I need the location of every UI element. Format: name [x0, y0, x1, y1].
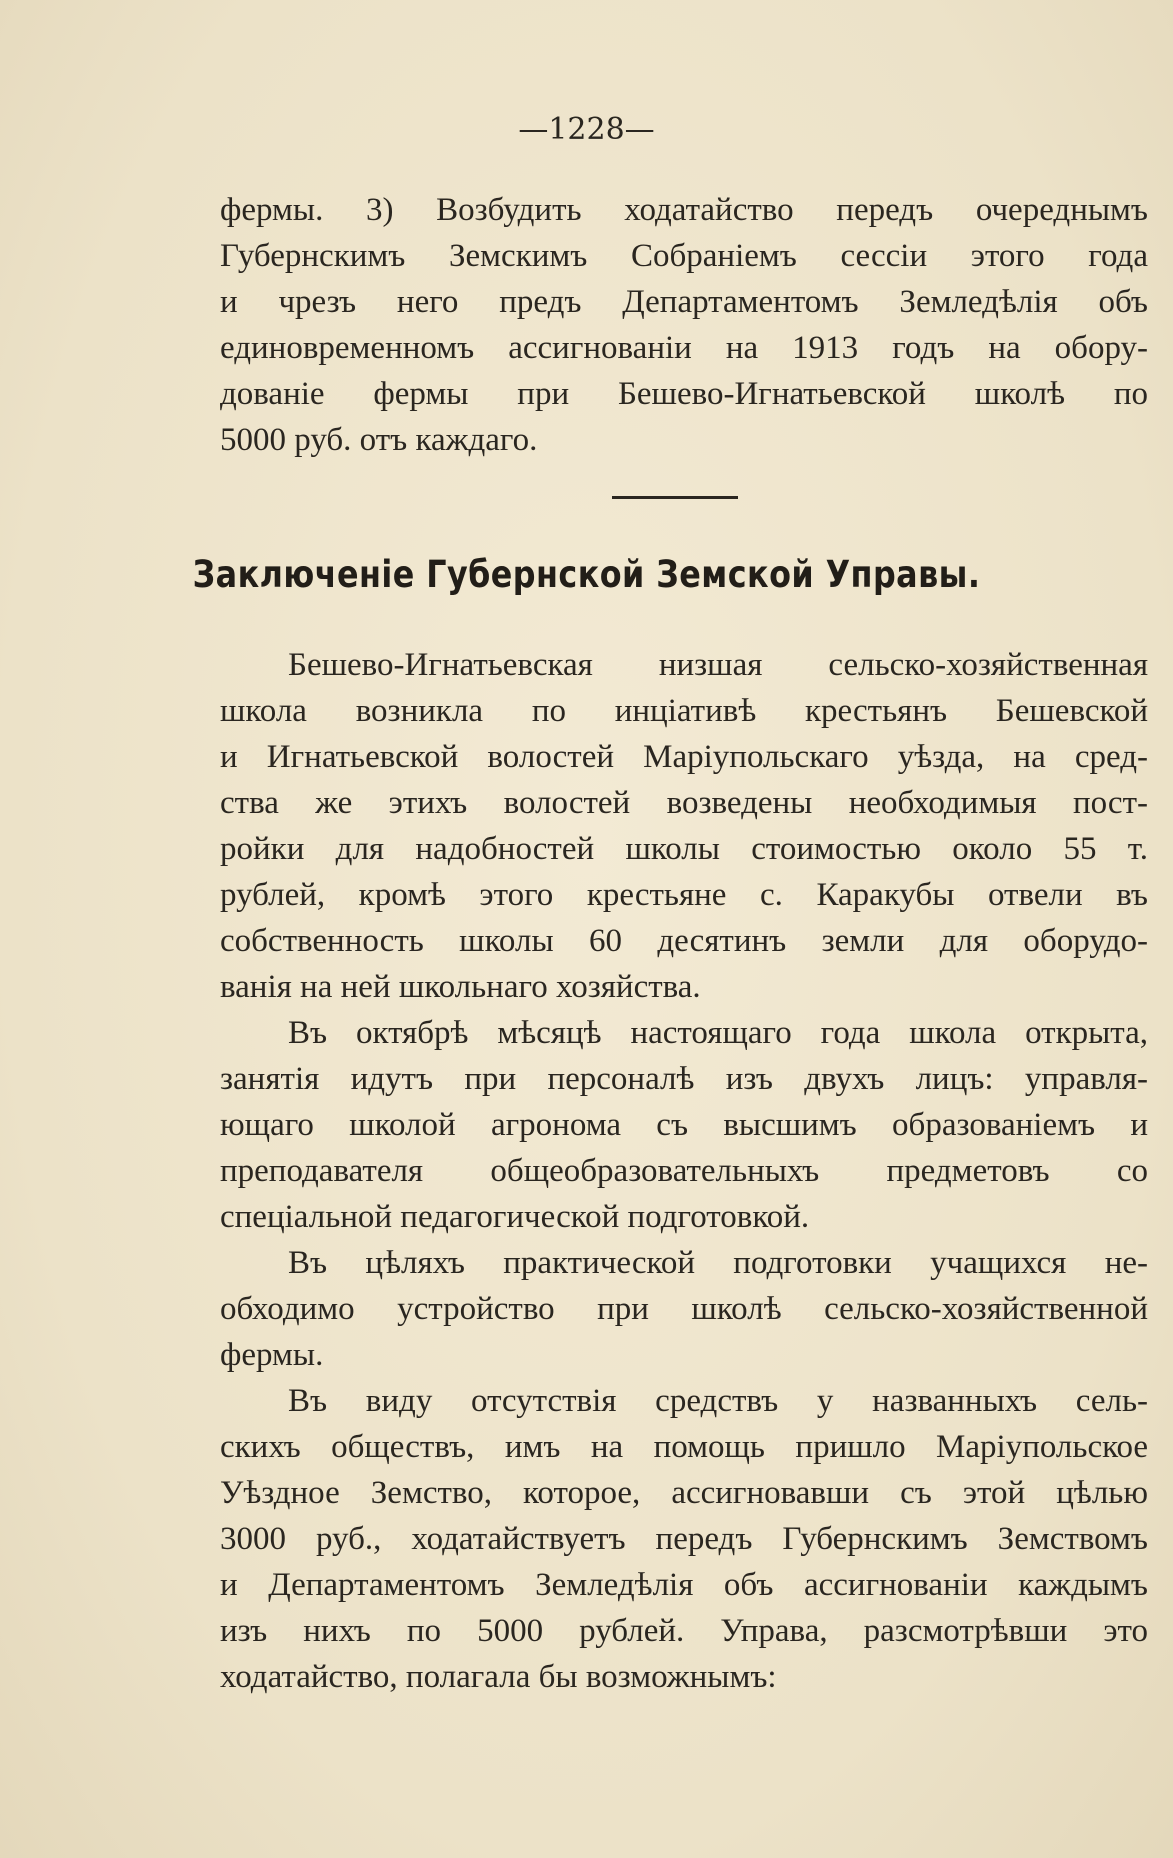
text-line: Губернскимъ Земскимъ Собраніемъ сессіи этого года — [220, 238, 1148, 274]
text-line: Въ октябрѣ мѣсяцѣ настоящаго года школа открыта, — [288, 1015, 1148, 1051]
text-line: и Игнатьевской волостей Маріупольскаго уѣзда, на сред- — [220, 739, 1148, 775]
text-line: школа возникла по инціативѣ крестьянъ Бешевской — [220, 693, 1148, 729]
text-line: 5000 руб. отъ каждаго. — [220, 422, 538, 458]
text-line: спеціальной педагогической подготовкой. — [220, 1199, 810, 1235]
text-line: ванія на ней школьнаго хозяйства. — [220, 969, 701, 1005]
text-line: 3000 руб., ходатайствуетъ передъ Губернскимъ Земствомъ — [220, 1521, 1148, 1557]
text-line: дованіе фермы при Бешево-Игнатьевской школѣ по — [220, 376, 1148, 412]
text-line: единовременномъ ассигнованіи на 1913 годъ на обору- — [220, 330, 1148, 366]
text-line: ства же этихъ волостей возведены необходимыя пост- — [220, 785, 1148, 821]
text-line: и Департаментомъ Земледѣлія объ ассигнованіи каждымъ — [220, 1567, 1148, 1603]
text-line: Въ цѣляхъ практической подготовки учащихся не- — [288, 1245, 1148, 1281]
text-line: фермы. — [220, 1337, 324, 1373]
text-line: и чрезъ него предъ Департаментомъ Земледѣлія объ — [220, 284, 1148, 320]
text-line: фермы. 3) Возбудить ходатайство передъ очереднымъ — [220, 192, 1148, 228]
text-line: скихъ обществъ, имъ на помощь пришло Маріупольское — [220, 1429, 1148, 1465]
text-line: занятія идутъ при персоналѣ изъ двухъ лицъ: управля- — [220, 1061, 1148, 1097]
text-line: рублей, кромѣ этого крестьяне с. Каракубы отвели въ — [220, 877, 1148, 913]
text-line: изъ нихъ по 5000 рублей. Управа, разсмотрѣвши это — [220, 1613, 1148, 1649]
text-line: ходатайство, полагала бы возможнымъ: — [220, 1659, 777, 1695]
page-number: —1228— — [518, 112, 655, 147]
text-line: ройки для надобностей школы стоимостью около 55 т. — [220, 831, 1148, 867]
text-line: собственность школы 60 десятинъ земли для оборудо- — [220, 923, 1148, 959]
section-heading: Заключеніе Губернской Земской Управы. — [192, 553, 981, 596]
text-line: Бешево-Игнатьевская низшая сельско-хозяйственная — [288, 647, 1148, 683]
section-divider — [612, 496, 738, 499]
text-line: обходимо устройство при школѣ сельско-хозяйственной — [220, 1291, 1148, 1327]
text-line: Въ виду отсутствія средствъ у названныхъ сель- — [288, 1383, 1148, 1419]
text-line: Уѣздное Земство, которое, ассигновавши съ этой цѣлью — [220, 1475, 1148, 1511]
text-line: преподавателя общеобразовательныхъ предметовъ со — [220, 1153, 1148, 1189]
text-line: ющаго школой агронома съ высшимъ образованіемъ и — [220, 1107, 1148, 1143]
